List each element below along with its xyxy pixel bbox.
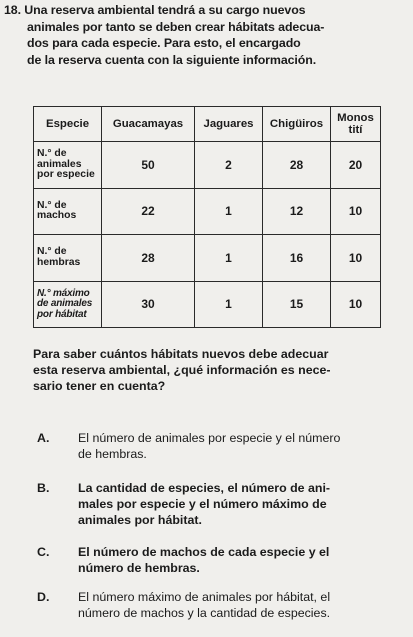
stem-line-2: animales por tanto se deben crear hábitats adecua- bbox=[27, 19, 325, 34]
table-cell: 1 bbox=[195, 235, 263, 282]
table-cell: 28 bbox=[263, 142, 331, 189]
option-a-text bbox=[78, 430, 413, 462]
option-b-text bbox=[78, 480, 413, 528]
prompt-line-3: sario tener en cuenta? bbox=[33, 379, 166, 393]
option-c-letter: C. bbox=[37, 545, 50, 559]
option-b-line: males por especie y el número máximo de bbox=[78, 497, 327, 511]
header-monos-titi: Monos tití bbox=[331, 107, 381, 142]
option-d-line: El número máximo de animales por hábitat, el bbox=[78, 590, 331, 604]
table-cell: 1 bbox=[195, 188, 263, 235]
option-a-letter: A. bbox=[37, 431, 50, 445]
question-number: 18. bbox=[4, 3, 21, 17]
option-c-text bbox=[78, 544, 413, 576]
option-b-line: animales por hábitat. bbox=[78, 513, 202, 527]
table-cell: 12 bbox=[263, 188, 331, 235]
table-row bbox=[34, 142, 381, 189]
row-label: N.° de animales por especie bbox=[34, 142, 102, 189]
option-a-line: El número de animales por especie y el número bbox=[78, 431, 341, 445]
row-label: N.° máximo de animales por hábitat bbox=[34, 281, 102, 328]
stem-line-1-text: Una reserva ambiental tendrá a su cargo nuevos bbox=[24, 3, 306, 17]
prompt-line-2: esta reserva ambiental, ¿qué información es nece- bbox=[33, 363, 331, 377]
option-a-line: de hembras. bbox=[78, 447, 147, 461]
option-d-line: número de machos y la cantidad de especies. bbox=[78, 606, 331, 620]
table-cell: 10 bbox=[331, 188, 381, 235]
table-cell: 22 bbox=[102, 188, 195, 235]
table-row bbox=[34, 235, 381, 282]
stem-line-3: dos para cada especie. Para esto, el encargado bbox=[27, 36, 301, 50]
table-cell: 20 bbox=[331, 142, 381, 189]
row-label: N.° de hembras bbox=[34, 235, 102, 282]
option-c-line: El número de machos de cada especie y el bbox=[78, 545, 330, 559]
table-row bbox=[34, 188, 381, 235]
table-cell: 28 bbox=[102, 235, 195, 282]
header-guacamayas: Guacamayas bbox=[102, 107, 195, 142]
table-cell: 15 bbox=[263, 281, 331, 328]
stem-line-1 bbox=[4, 2, 409, 19]
stem-line-4: de la reserva cuenta con la siguiente información. bbox=[27, 52, 317, 67]
table-cell: 2 bbox=[195, 142, 263, 189]
option-d-text bbox=[78, 589, 413, 621]
table-cell: 10 bbox=[331, 281, 381, 328]
row-label: N.° de machos bbox=[34, 188, 102, 235]
option-d-letter: D. bbox=[37, 590, 50, 604]
option-b-line: La cantidad de especies, el número de ani- bbox=[78, 481, 331, 495]
header-chiguiros: Chigüiros bbox=[263, 107, 331, 142]
option-c-line: número de hembras. bbox=[78, 561, 200, 575]
question-stem bbox=[4, 2, 409, 68]
header-especie: Especie bbox=[34, 107, 102, 142]
table-header-row bbox=[34, 107, 381, 142]
table-row bbox=[34, 281, 381, 328]
table-cell: 50 bbox=[102, 142, 195, 189]
species-table bbox=[33, 106, 381, 328]
table-cell: 30 bbox=[102, 281, 195, 328]
option-b-letter: B. bbox=[37, 481, 50, 495]
prompt-line-1: Para saber cuántos hábitats nuevos debe adecuar bbox=[33, 347, 329, 361]
table-cell: 10 bbox=[331, 235, 381, 282]
table-cell: 16 bbox=[263, 235, 331, 282]
table-cell: 1 bbox=[195, 281, 263, 328]
question-prompt bbox=[33, 346, 403, 394]
header-jaguares: Jaguares bbox=[195, 107, 263, 142]
